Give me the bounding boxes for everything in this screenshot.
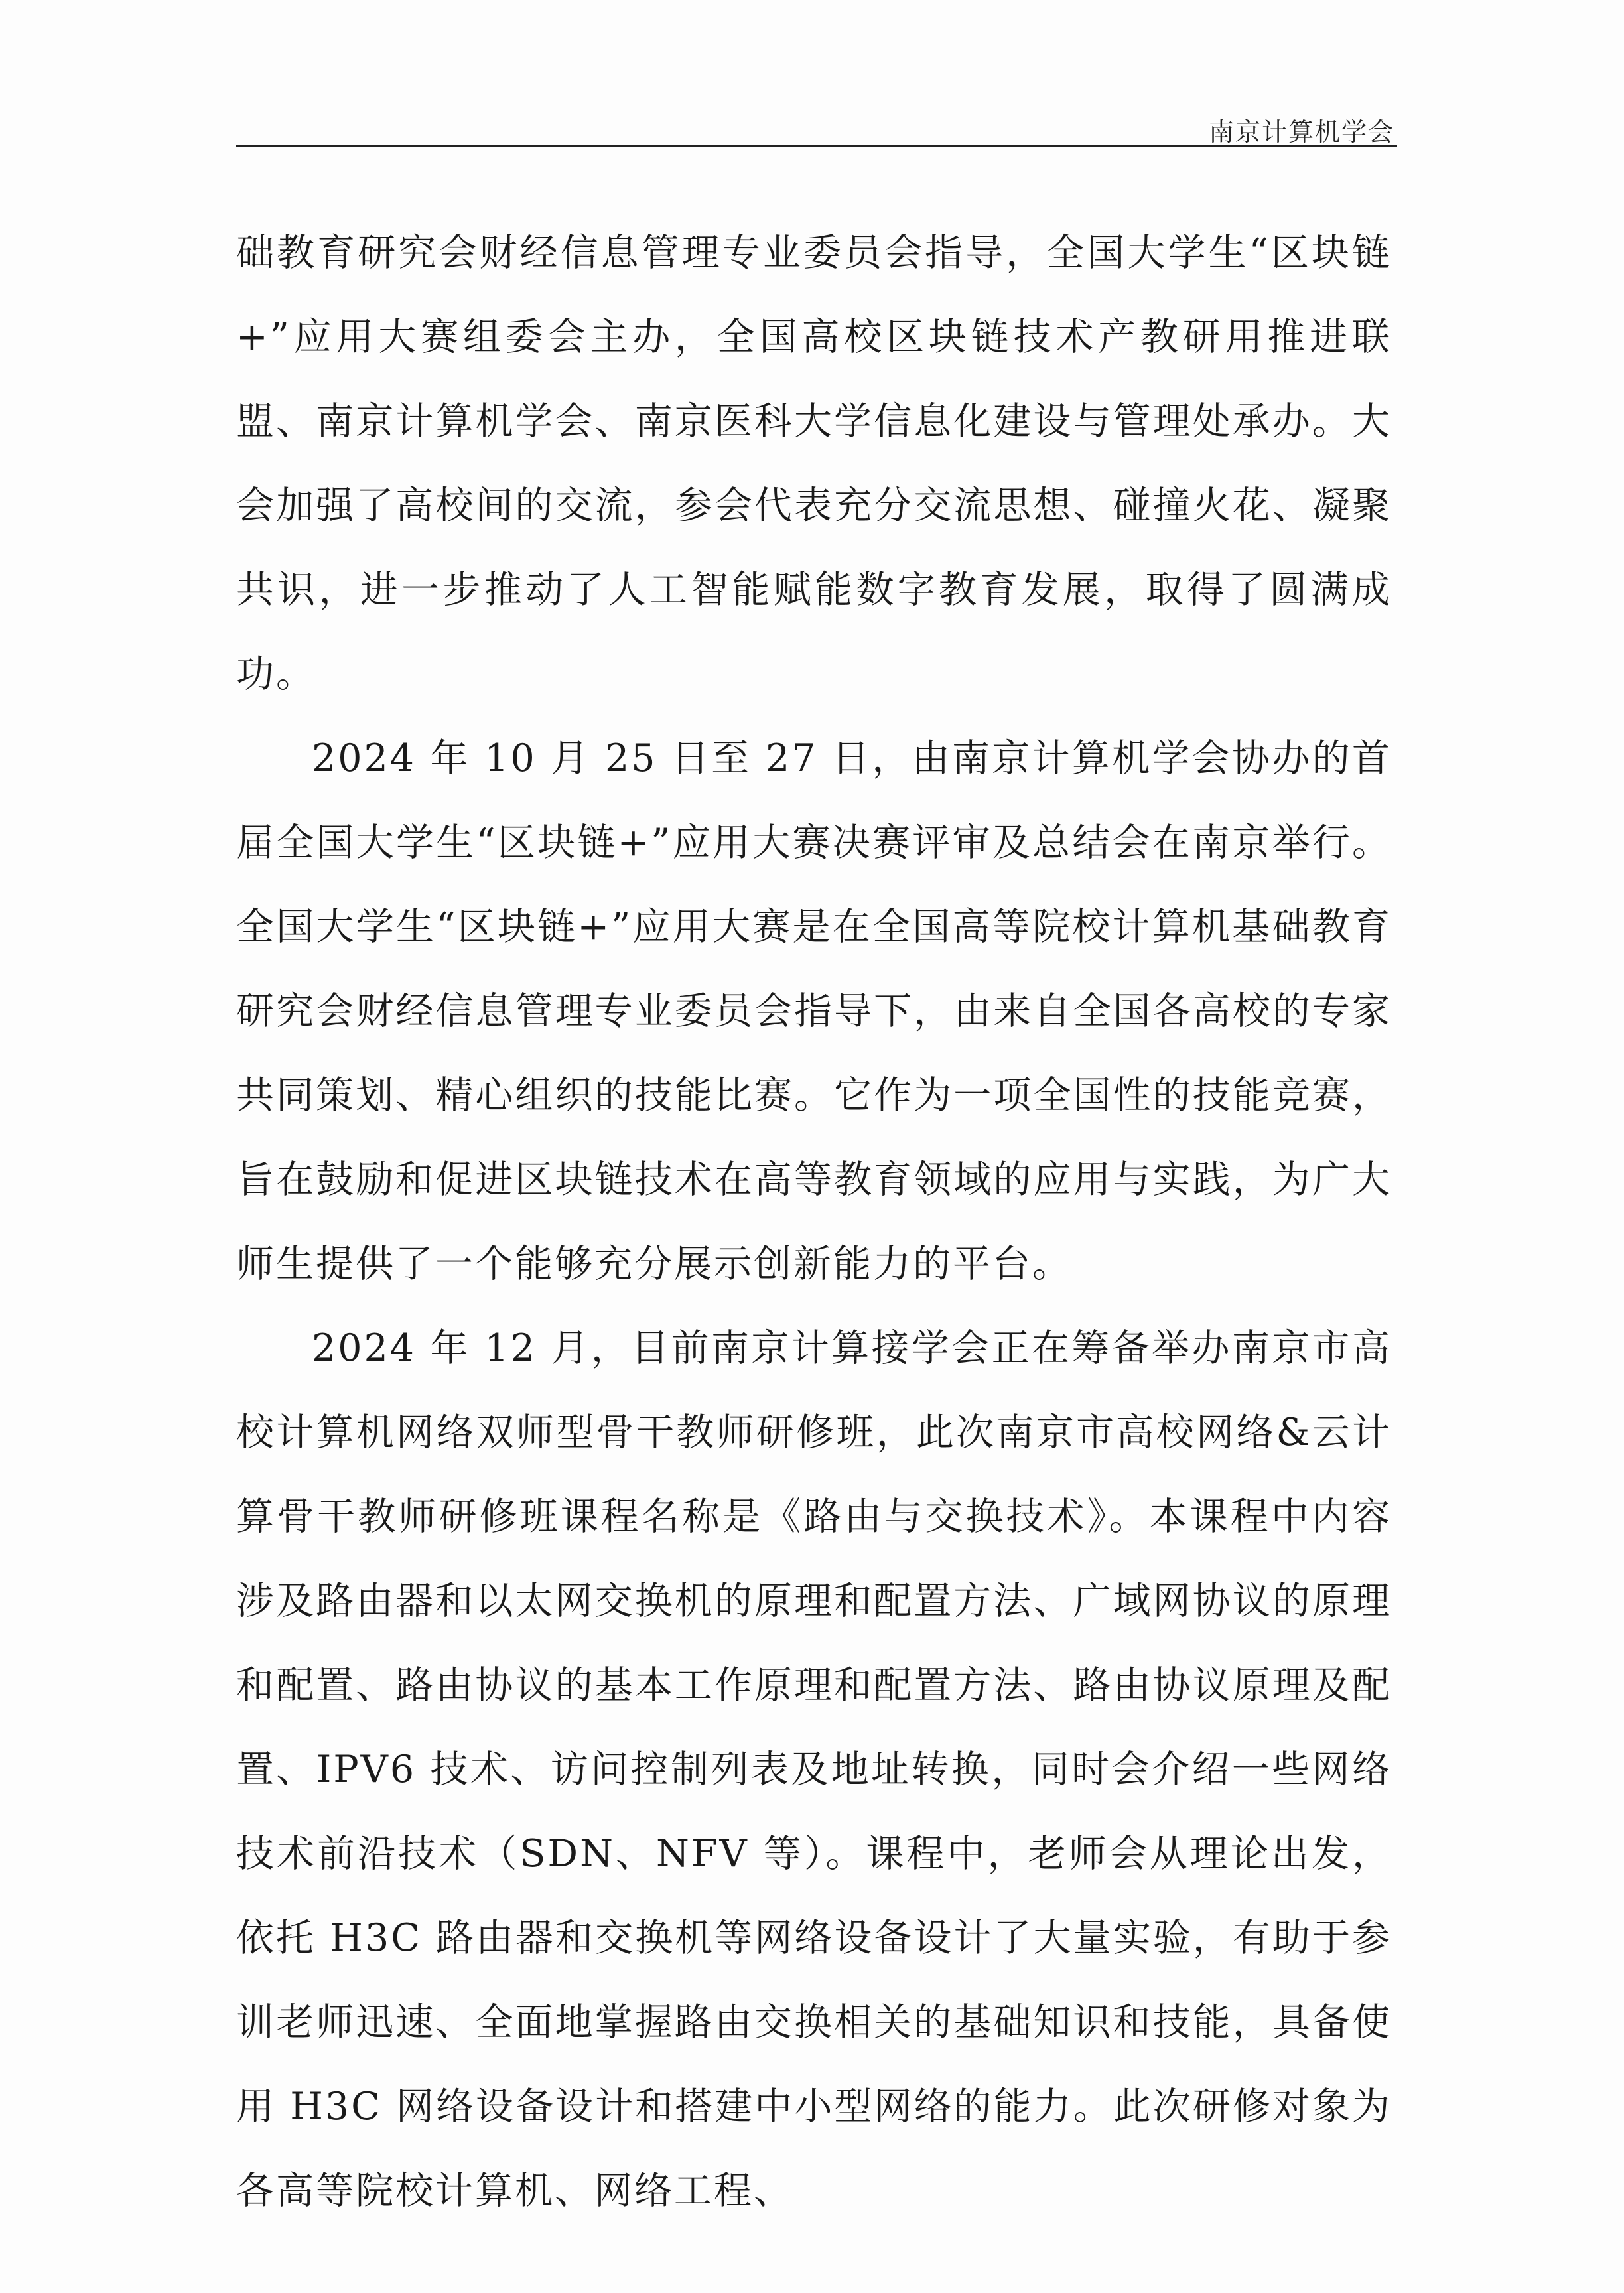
header-org-name: 南京计算机学会 (1208, 117, 1394, 147)
paragraph-3: 2024 年 12 月，目前南京计算接学会正在筹备举办南京市高校计算机网络双师型骨干教师研修班，此次南京市高校网络&云计算骨干教师研修班课程名称是《路由与交换技术》。本课程中内容涉及路由器和以太网交换机的原理和配置方法、广域网协议的原理和配置、路由协议的基本工作原理和配置方法、路由协议原理及配置、IPV6 技术、访问控制列表及地址转换，同时会介绍一些网络技术前沿技术（SDN、NFV 等）。课程中，老师会从理论出发，依托 H3C 路由器和交换机等网络设备设计了大量实验，有助于参训老师迅速、全面地掌握路由交换相关的基础知识和技能，具备使用 H3C 网络设备设计和搭建中小型网络的能力。此次研修对象为各高等院校计算机、网络工程、 (236, 1326, 1392, 2213)
document-body (236, 211, 1392, 2233)
paragraph-2: 2024 年 10 月 25 日至 27 日，由南京计算机学会协办的首届全国大学生“区块链+”应用大赛决赛评审及总结会在南京举行。全国大学生“区块链+”应用大赛是在全国高等院校计算机基础教育研究会财经信息管理专业委员会指导下，由来自全国各高校的专家共同策划、精心组织的技能比赛。它作为一项全国性的技能竞赛，旨在鼓励和促进区块链技术在高等教育领域的应用与实践，为广大师生提供了一个能够充分展示创新能力的平台。 (236, 736, 1392, 1286)
paragraph-1: 础教育研究会财经信息管理专业委员会指导，全国大学生“区块链+”应用大赛组委会主办，全国高校区块链技术产教研用推进联盟、南京计算机学会、南京医科大学信息化建设与管理处承办。大会加强了高校间的交流，参会代表充分交流思想、碰撞火花、凝聚共识，进一步推动了人工智能赋能数字教育发展，取得了圆满成功。 (236, 231, 1392, 696)
header-divider (236, 145, 1397, 147)
